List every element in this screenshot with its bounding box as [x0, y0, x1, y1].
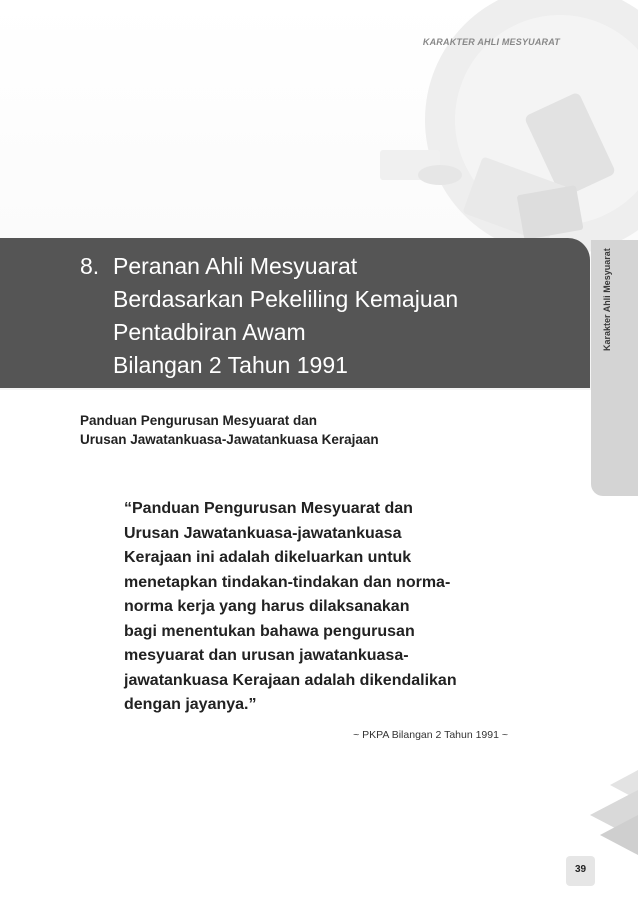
quote-line: Urusan Jawatankuasa-jawatankuasa	[124, 524, 402, 542]
quote-line: “Panduan Pengurusan Mesyuarat dan	[124, 500, 413, 517]
subsection-heading-line: Panduan Pengurusan Mesyuarat dan	[80, 413, 318, 428]
section-title-line: Pentadbiran Awam	[113, 319, 306, 345]
quote-line: mesyuarat dan urusan jawatankuasa-	[124, 647, 409, 664]
quote-line: bagi menentukan bahawa pengurusan	[124, 622, 415, 640]
quote-line: dengan jayanya.”	[124, 696, 257, 713]
section-title-line: Peranan Ahli Mesyuarat	[113, 253, 358, 279]
subsection-heading-line: Urusan Jawatankuasa-Jawatankuasa Kerajaan	[80, 432, 379, 447]
section-title-line: Berdasarkan Pekeliling Kemajuan	[113, 286, 459, 312]
quote-line: Kerajaan ini adalah dikeluarkan untuk	[124, 549, 412, 566]
section-title-line: Bilangan 2 Tahun 1991	[113, 352, 348, 378]
quote-line: jawatankuasa Kerajaan adalah dikendalikan	[124, 671, 457, 689]
quote-line: menetapkan tindakan-tindakan dan norma-	[124, 573, 451, 591]
page-number: 39	[574, 864, 587, 875]
chapter-side-tab-label: Karakter Ahli Mesyuarat	[602, 248, 612, 351]
quote-line: norma kerja yang harus dilaksanakan	[124, 598, 410, 615]
quote-attribution: ~ PKPA Bilangan 2 Tahun 1991 ~	[353, 729, 508, 741]
section-number: 8.	[80, 253, 100, 279]
running-header: KARAKTER AHLI MESYUARAT	[422, 37, 560, 47]
